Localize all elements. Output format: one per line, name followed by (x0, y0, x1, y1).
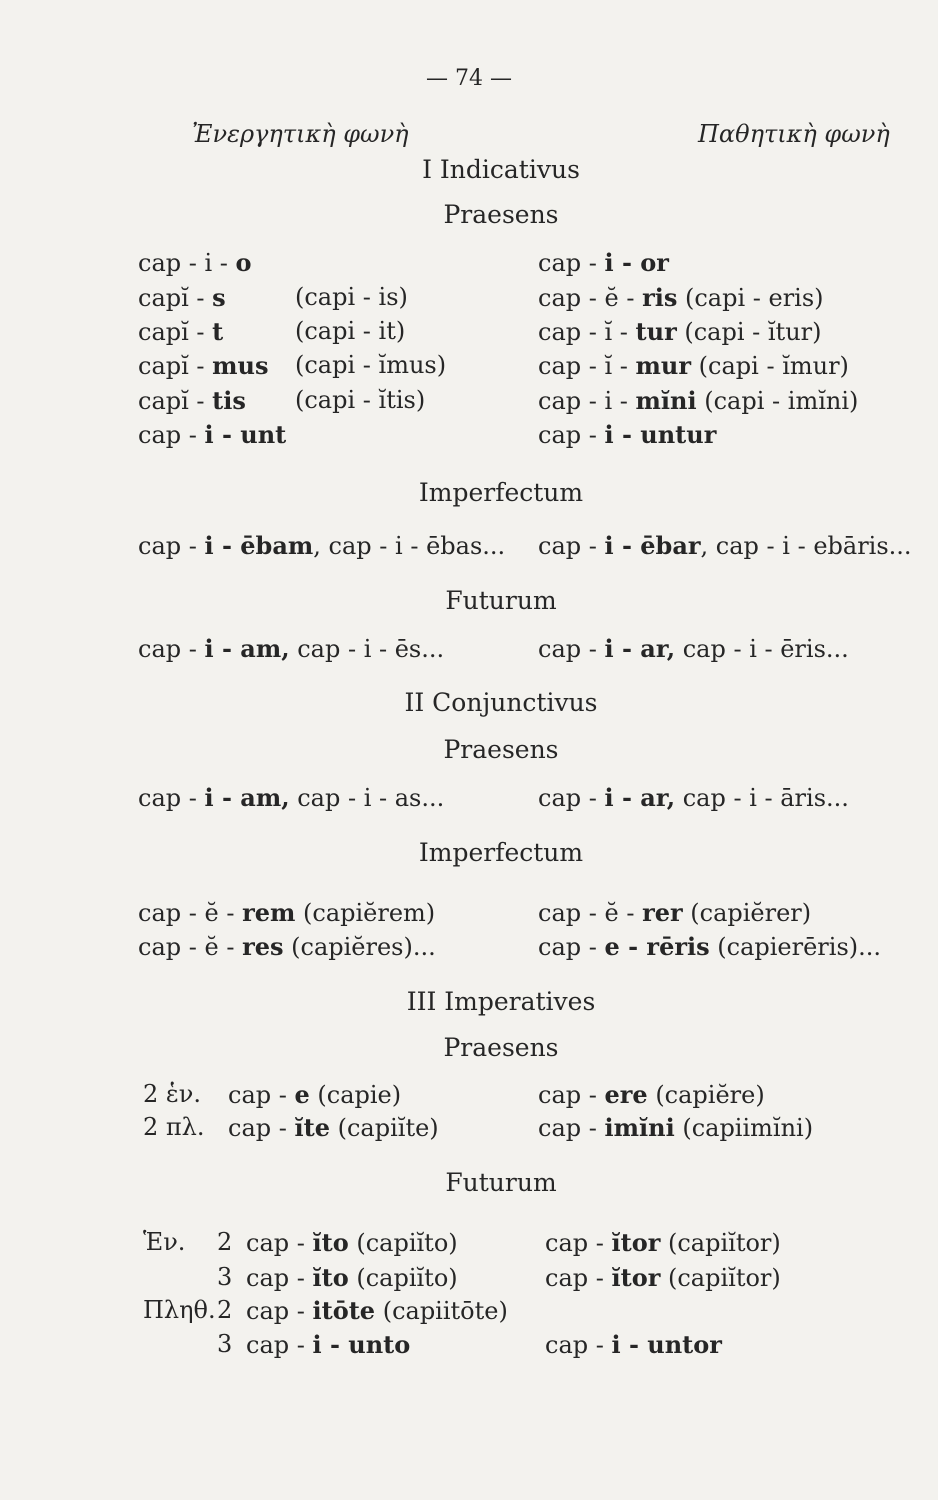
ind-impf-active: cap - i - ēbam, cap - i - ēbas... (138, 531, 506, 560)
ind-praes-active-row: cap - i - unt (138, 420, 287, 449)
imper-fut-label: Πληθ. (143, 1296, 216, 1324)
subsection-praesens: Praesens (443, 200, 559, 229)
section-conjunctivus: II Conjunctivus (404, 688, 598, 717)
imper-fut-passive-row: cap - ĭtor (capiĭtor) (545, 1263, 781, 1292)
imper-praes-active-label: 2 ἑν. (143, 1080, 201, 1108)
ind-praes-passive-row: cap - i - untur (538, 420, 717, 449)
imper-fut-passive-row: cap - i - untor (545, 1330, 722, 1359)
passive-voice-header: Παθητικὴ φωνὴ (698, 120, 890, 148)
ind-praes-passive-row: cap - i - or (538, 248, 669, 277)
conj-impf-active-row: cap - ĕ - res (capiĕres)... (138, 932, 436, 961)
conj-impf-active-row: cap - ĕ - rem (capiĕrem) (138, 898, 436, 927)
imper-fut-active-row: cap - ĭto (capiĭto) (246, 1228, 458, 1257)
imper-fut-active-row: cap - itōte (capiitōte) (246, 1296, 508, 1325)
conj-praes-passive: cap - i - ar, cap - i - āris... (538, 783, 849, 812)
ind-praes-active-row: capĭ - tis (138, 386, 246, 415)
imper-praes-active-row: cap - e (capie) (228, 1080, 402, 1109)
ind-praes-passive-row: cap - ĭ - mur (capi - ĭmur) (538, 351, 849, 380)
subsection-imperfectum: Imperfectum (418, 478, 584, 507)
section-imperativus: III Imperatives (406, 987, 596, 1016)
section-indicativus: I Indicativus (422, 155, 580, 184)
imper-fut-active-row: cap - i - unto (246, 1330, 411, 1359)
subsection-praesens: Praesens (443, 735, 559, 764)
ind-praes-active-note: (capi - ĭmus) (295, 351, 447, 379)
imper-praes-active-row: cap - ĭte (capiĭte) (228, 1113, 439, 1142)
subsection-imperfectum: Imperfectum (418, 838, 584, 867)
imper-fut-active-row: cap - ĭto (capiĭto) (246, 1263, 458, 1292)
ind-praes-active-row: cap - i - o (138, 248, 252, 277)
conj-impf-passive-row: cap - e - rēris (capierēris)... (538, 932, 882, 961)
imper-praes-active-label: 2 πλ. (143, 1113, 205, 1141)
ind-praes-passive-row: cap - ĕ - ris (capi - eris) (538, 283, 824, 312)
subsection-praesens: Praesens (443, 1033, 559, 1062)
ind-praes-active-note: (capi - it) (295, 317, 406, 345)
conj-praes-active: cap - i - am, cap - i - as... (138, 783, 445, 812)
conj-impf-passive-row: cap - ĕ - rer (capiĕrer) (538, 898, 812, 927)
ind-fut-passive: cap - i - ar, cap - i - ēris... (538, 634, 849, 663)
imper-fut-num: 2 (217, 1296, 233, 1324)
ind-praes-active-note: (capi - is) (295, 283, 408, 311)
imper-fut-num: 3 (217, 1330, 233, 1358)
imper-fut-label: Ἑν. (143, 1228, 186, 1256)
ind-praes-passive-row: cap - i - mĭni (capi - imĭni) (538, 386, 859, 415)
imper-fut-passive-row: cap - ĭtor (capiĭtor) (545, 1228, 781, 1257)
imper-fut-num: 3 (217, 1263, 233, 1291)
imper-praes-passive-row: cap - imĭni (capiimĭni) (538, 1113, 814, 1142)
ind-praes-active-note: (capi - ĭtis) (295, 386, 426, 414)
subsection-futurum: Futurum (445, 1168, 557, 1197)
ind-praes-active-row: capĭ - mus (138, 351, 269, 380)
ind-impf-passive: cap - i - ēbar, cap - i - ebāris... (538, 531, 912, 560)
subsection-futurum: Futurum (445, 586, 557, 615)
imper-praes-passive-row: cap - ere (capiĕre) (538, 1080, 765, 1109)
ind-fut-active: cap - i - am, cap - i - ēs... (138, 634, 445, 663)
page-number: — 74 — (426, 66, 512, 91)
ind-praes-passive-row: cap - ĭ - tur (capi - ĭtur) (538, 317, 822, 346)
active-voice-header: Ἐνεργητικὴ φωνὴ (192, 120, 409, 148)
ind-praes-active-row: capĭ - s (138, 283, 226, 312)
imper-fut-num: 2 (217, 1228, 233, 1256)
ind-praes-active-row: capĭ - t (138, 317, 224, 346)
